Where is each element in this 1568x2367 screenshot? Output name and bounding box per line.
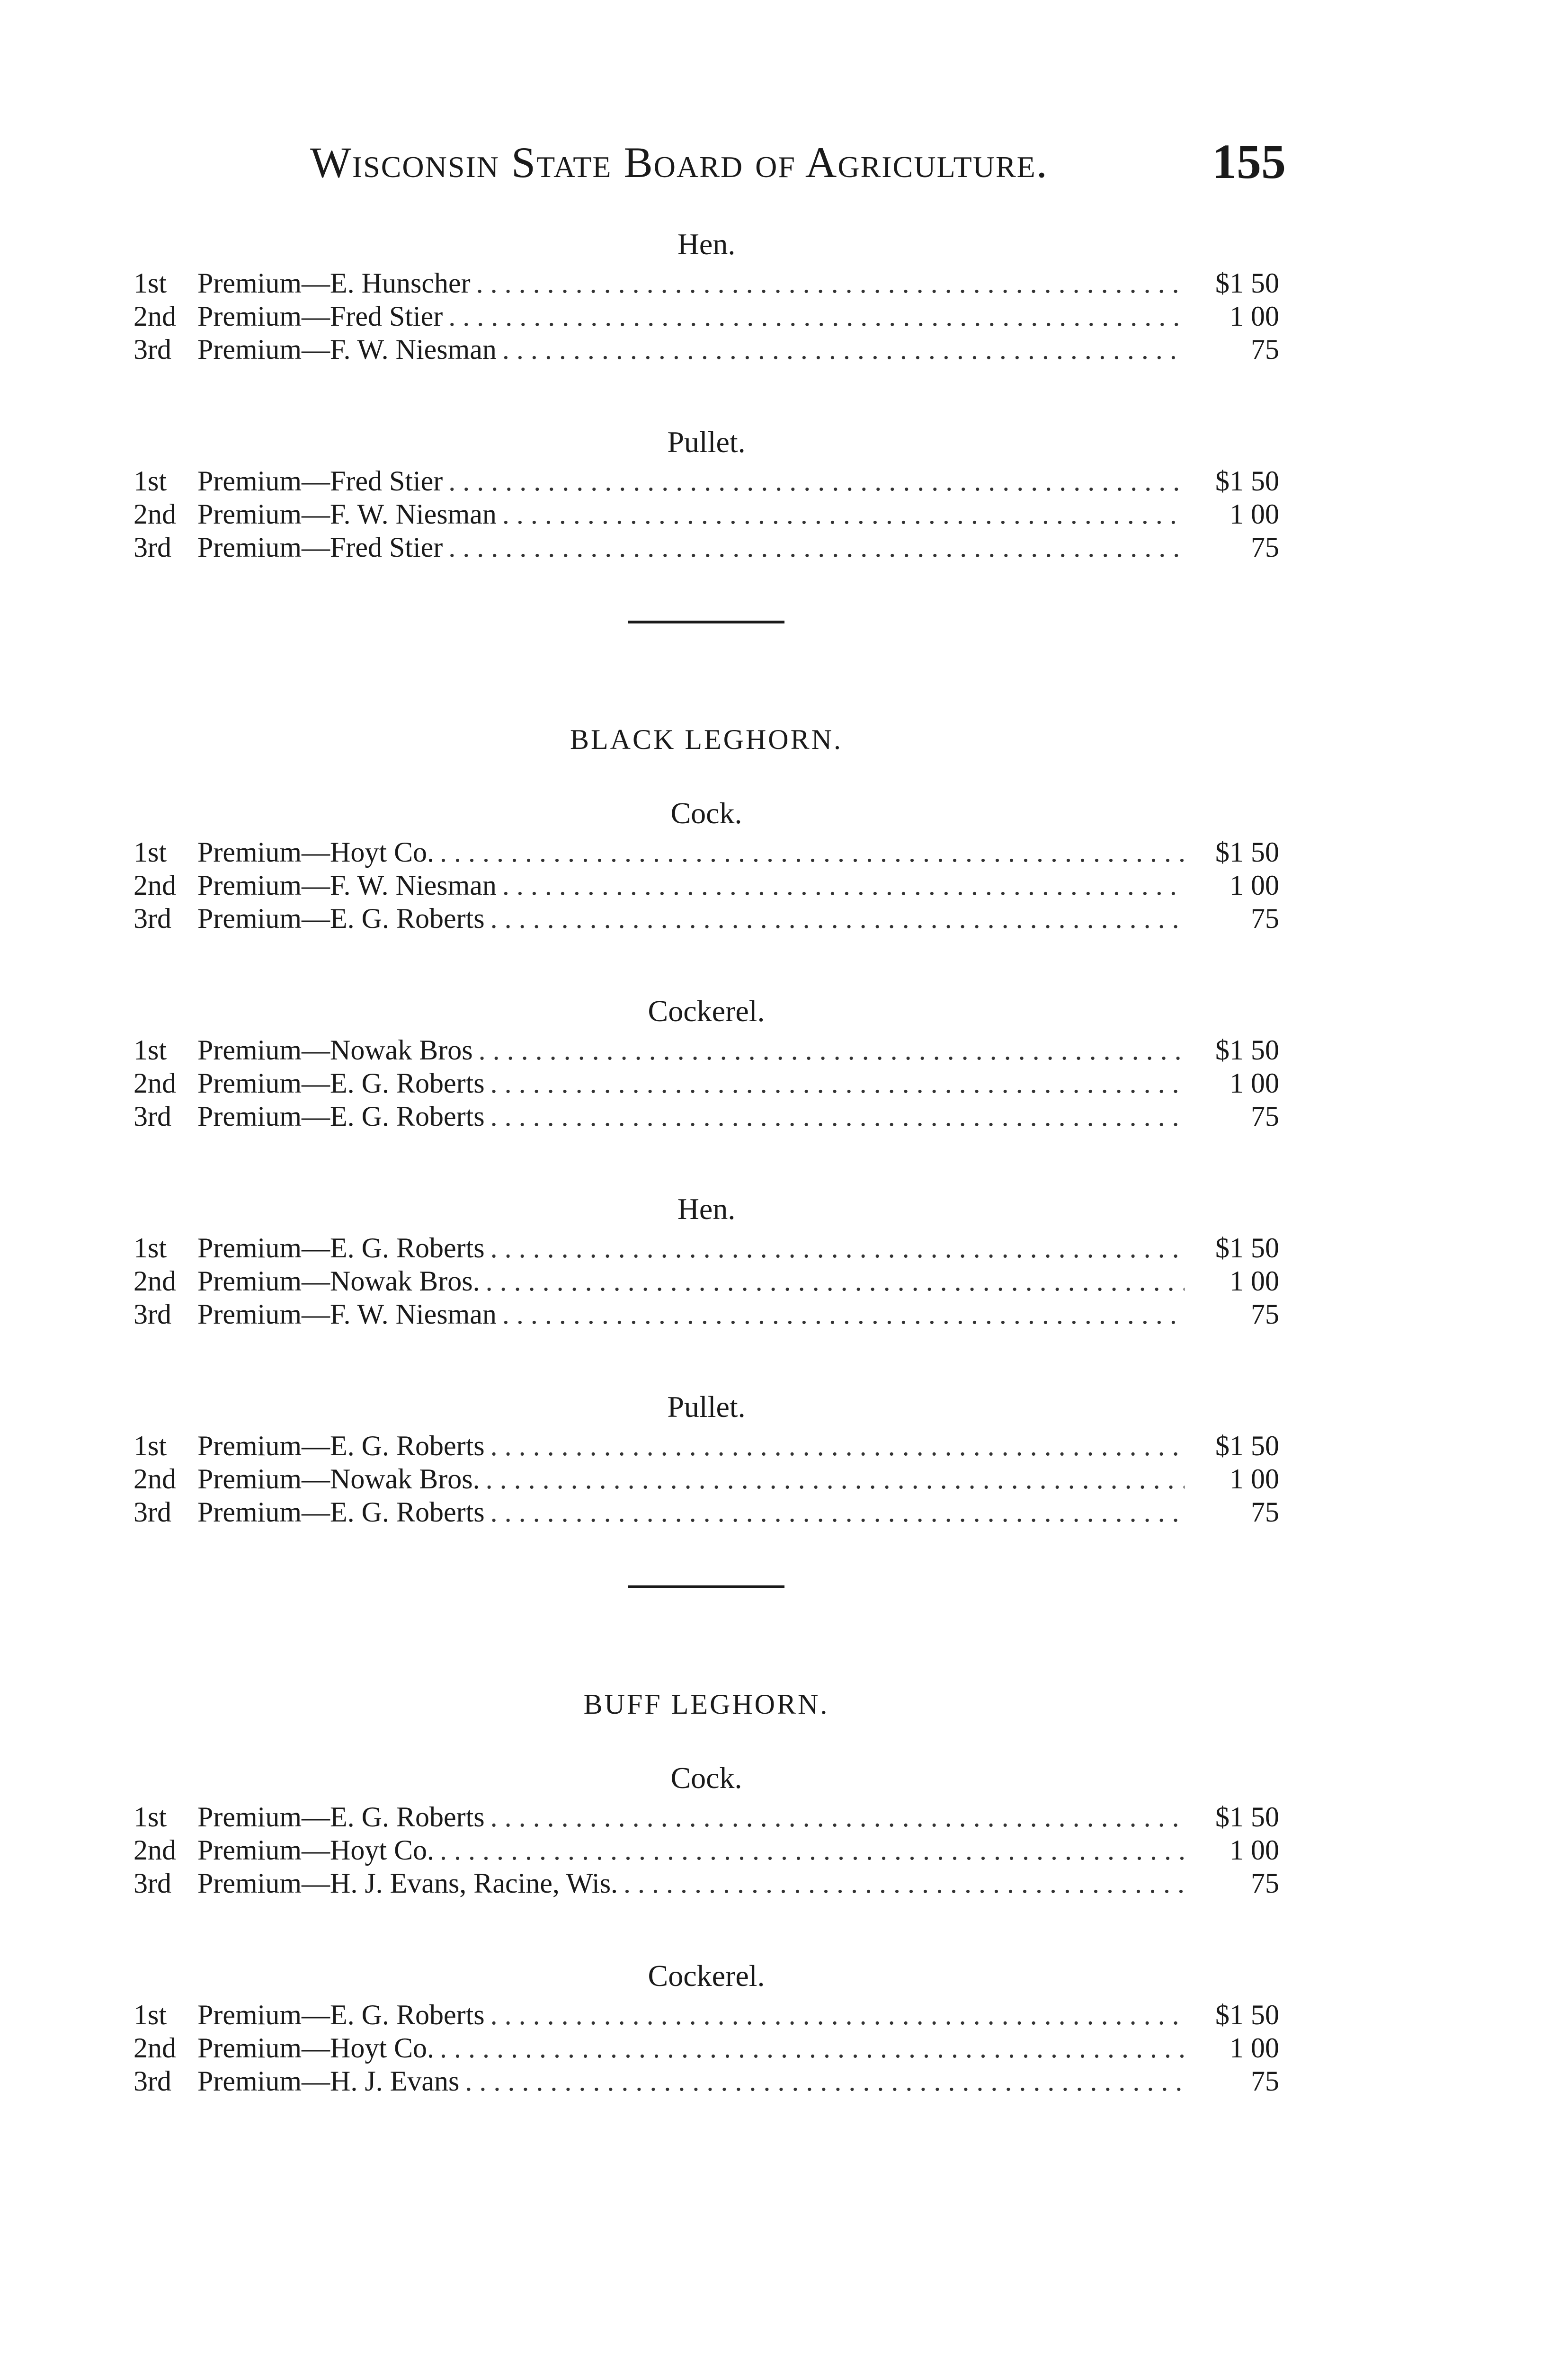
leader-dots xyxy=(490,1800,1185,1833)
winner: Premium—E. G. Roberts xyxy=(197,1232,485,1264)
amount: 75 xyxy=(1251,2065,1279,2097)
award-row xyxy=(134,1033,1279,1067)
award-row xyxy=(134,1264,1279,1298)
leader-dots xyxy=(448,300,1185,333)
place: 2nd xyxy=(134,1265,176,1297)
page-number: 155 xyxy=(1212,134,1286,189)
leader-dots xyxy=(465,2064,1185,2098)
spacer xyxy=(134,1588,1279,1683)
winner: Premium—H. J. Evans, Racine, Wis. xyxy=(197,1868,618,1899)
place: 3rd xyxy=(134,1496,171,1528)
place: 3rd xyxy=(134,2065,171,2097)
group-title: Cock. xyxy=(670,1761,742,1795)
place: 3rd xyxy=(134,532,171,563)
running-title: Wisconsin State Board of Agriculture. xyxy=(310,138,1048,187)
winner: Premium—Fred Stier xyxy=(197,465,443,497)
page-header xyxy=(0,134,1568,194)
amount: 75 xyxy=(1251,1496,1279,1528)
award-row xyxy=(134,531,1279,564)
winner: Premium—Hoyt Co. xyxy=(197,2032,435,2064)
leader-dots xyxy=(490,1998,1185,2031)
group-title: Cockerel. xyxy=(648,1959,765,1993)
winner: Premium—F. W. Niesman xyxy=(197,498,497,530)
award-group xyxy=(134,1759,1279,1900)
breed-heading: BUFF LEGHORN. xyxy=(583,1689,829,1720)
group-title: Hen. xyxy=(677,1192,736,1226)
place: 1st xyxy=(134,1801,167,1833)
award-row xyxy=(134,498,1279,531)
award-group xyxy=(134,1388,1279,1529)
award-row xyxy=(134,333,1279,366)
amount: $1 50 xyxy=(1215,1430,1279,1461)
leader-dots xyxy=(448,464,1185,498)
group-title: Hen. xyxy=(677,227,736,261)
award-row xyxy=(134,2064,1279,2098)
place: 1st xyxy=(134,836,167,868)
leader-dots xyxy=(486,1462,1185,1495)
amount: 1 00 xyxy=(1229,2032,1279,2064)
award-group xyxy=(134,423,1279,564)
leader-dots xyxy=(502,869,1185,902)
winner: Premium—Nowak Bros. xyxy=(197,1463,480,1495)
winner: Premium—H. J. Evans xyxy=(197,2065,460,2097)
award-row xyxy=(134,1067,1279,1100)
award-row xyxy=(134,2031,1279,2064)
place: 2nd xyxy=(134,2032,176,2064)
amount: 75 xyxy=(1251,334,1279,365)
leader-dots xyxy=(476,267,1185,300)
award-row xyxy=(134,464,1279,498)
place: 2nd xyxy=(134,301,176,332)
winner: Premium—E. G. Roberts xyxy=(197,1801,485,1833)
leader-dots xyxy=(440,2031,1185,2064)
leader-dots xyxy=(448,531,1185,564)
amount: 1 00 xyxy=(1229,498,1279,530)
group-title: Cock. xyxy=(670,796,742,830)
award-row xyxy=(134,1298,1279,1331)
amount: 1 00 xyxy=(1229,1265,1279,1297)
place: 2nd xyxy=(134,498,176,530)
group-title: Pullet. xyxy=(667,1390,746,1424)
award-row xyxy=(134,1100,1279,1133)
leader-dots xyxy=(502,333,1185,366)
leader-dots xyxy=(440,836,1185,869)
award-row xyxy=(134,1231,1279,1264)
place: 2nd xyxy=(134,870,176,901)
winner: Premium—Hoyt Co. xyxy=(197,836,435,868)
award-group xyxy=(134,992,1279,1133)
amount: 1 00 xyxy=(1229,870,1279,901)
winner: Premium—E. G. Roberts xyxy=(197,1496,485,1528)
place: 3rd xyxy=(134,1299,171,1330)
place: 1st xyxy=(134,465,167,497)
winner: Premium—E. G. Roberts xyxy=(197,1101,485,1132)
award-row xyxy=(134,902,1279,935)
amount: $1 50 xyxy=(1215,1801,1279,1833)
leader-dots xyxy=(490,902,1185,935)
leader-dots xyxy=(490,1067,1185,1100)
amount: $1 50 xyxy=(1215,836,1279,868)
section-buff-leghorn xyxy=(134,1683,1279,2098)
winner: Premium—E. G. Roberts xyxy=(197,1068,485,1099)
amount: $1 50 xyxy=(1215,465,1279,497)
place: 3rd xyxy=(134,1101,171,1132)
amount: 75 xyxy=(1251,903,1279,934)
award-group xyxy=(134,225,1279,366)
leader-dots xyxy=(479,1033,1185,1067)
leader-dots xyxy=(486,1264,1185,1298)
award-row xyxy=(134,300,1279,333)
amount: $1 50 xyxy=(1215,267,1279,299)
award-row xyxy=(134,1495,1279,1529)
leader-dots xyxy=(502,498,1185,531)
winner: Premium—E. G. Roberts xyxy=(197,1430,485,1461)
group-title: Pullet. xyxy=(667,425,746,459)
leader-dots xyxy=(624,1867,1185,1900)
winner: Premium—Hoyt Co. xyxy=(197,1834,435,1866)
award-row xyxy=(134,1800,1279,1833)
winner: Premium—F. W. Niesman xyxy=(197,334,497,365)
amount: $1 50 xyxy=(1215,1034,1279,1066)
winner: Premium—Fred Stier xyxy=(197,532,443,563)
breed-heading: BLACK LEGHORN. xyxy=(570,724,843,755)
place: 1st xyxy=(134,1999,167,2030)
amount: 75 xyxy=(1251,1299,1279,1330)
winner: Premium—E. G. Roberts xyxy=(197,1999,485,2030)
leader-dots xyxy=(490,1429,1185,1462)
award-row xyxy=(134,1833,1279,1867)
amount: $1 50 xyxy=(1215,1999,1279,2030)
amount: $1 50 xyxy=(1215,1232,1279,1264)
winner: Premium—Nowak Bros. xyxy=(197,1265,480,1297)
award-group xyxy=(134,1190,1279,1331)
leader-dots xyxy=(440,1833,1185,1867)
spacer xyxy=(134,623,1279,718)
winner: Premium—F. W. Niesman xyxy=(197,1299,497,1330)
leader-dots xyxy=(502,1298,1185,1331)
amount: 75 xyxy=(1251,1868,1279,1899)
place: 3rd xyxy=(134,903,171,934)
leader-dots xyxy=(490,1495,1185,1529)
group-title: Cockerel. xyxy=(648,994,765,1028)
place: 2nd xyxy=(134,1068,176,1099)
place: 3rd xyxy=(134,334,171,365)
award-row xyxy=(134,836,1279,869)
winner: Premium—F. W. Niesman xyxy=(197,870,497,901)
amount: 75 xyxy=(1251,532,1279,563)
amount: 75 xyxy=(1251,1101,1279,1132)
winner: Premium—Nowak Bros xyxy=(197,1034,473,1066)
leader-dots xyxy=(490,1100,1185,1133)
winner: Premium—E. Hunscher xyxy=(197,267,471,299)
award-row xyxy=(134,1429,1279,1462)
leader-dots xyxy=(490,1231,1185,1264)
premium-list xyxy=(134,225,1279,2154)
award-row xyxy=(134,267,1279,300)
award-row xyxy=(134,869,1279,902)
award-row xyxy=(134,1462,1279,1495)
section-continuation xyxy=(134,225,1279,564)
amount: 1 00 xyxy=(1229,1463,1279,1495)
place: 2nd xyxy=(134,1463,176,1495)
place: 1st xyxy=(134,1034,167,1066)
place: 1st xyxy=(134,1430,167,1461)
award-group xyxy=(134,794,1279,935)
amount: 1 00 xyxy=(1229,1834,1279,1866)
place: 1st xyxy=(134,1232,167,1264)
amount: 1 00 xyxy=(1229,1068,1279,1099)
place: 2nd xyxy=(134,1834,176,1866)
winner: Premium—Fred Stier xyxy=(197,301,443,332)
place: 1st xyxy=(134,267,167,299)
amount: 1 00 xyxy=(1229,301,1279,332)
winner: Premium—E. G. Roberts xyxy=(197,903,485,934)
award-row xyxy=(134,1867,1279,1900)
section-black-leghorn xyxy=(134,718,1279,1529)
award-group xyxy=(134,1957,1279,2098)
place: 3rd xyxy=(134,1868,171,1899)
award-row xyxy=(134,1998,1279,2031)
